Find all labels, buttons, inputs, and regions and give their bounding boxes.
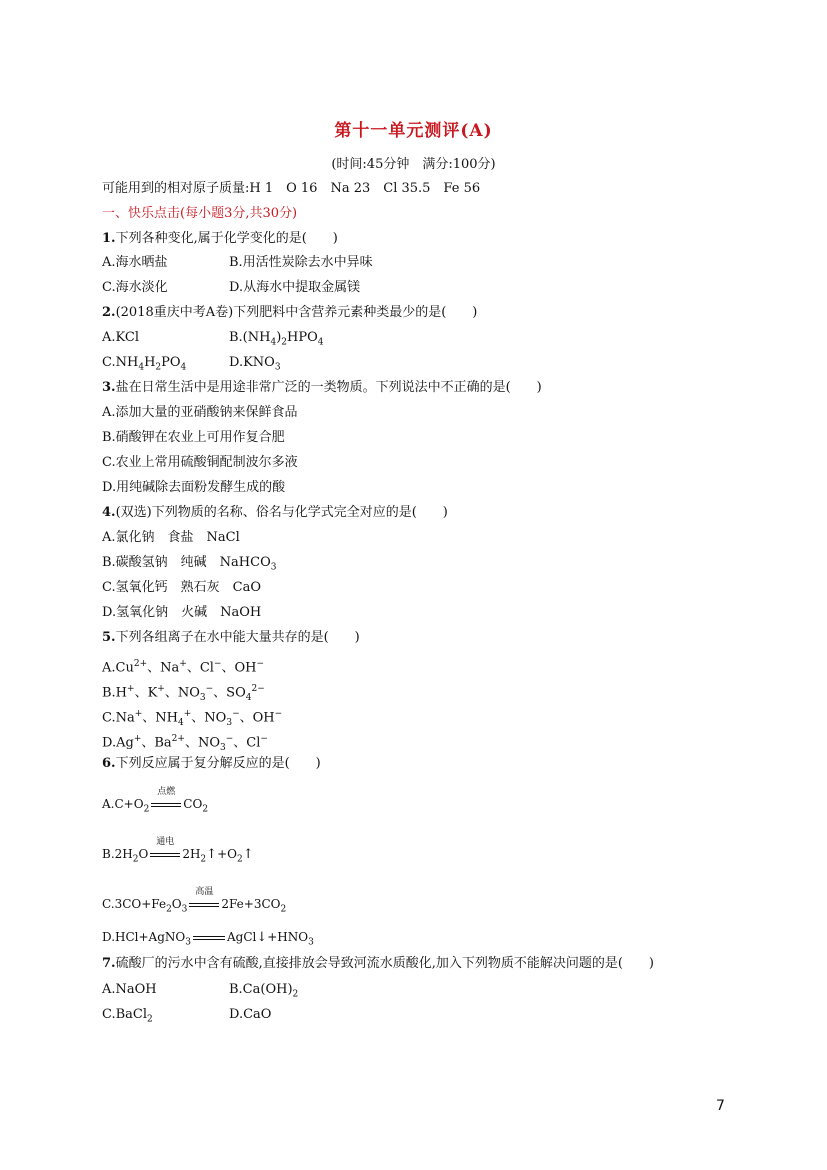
q7-options-cd: [102, 1006, 502, 1029]
option-a: $A.Cu^{2+}$、Na+、Cl−、OH−: [102, 659, 265, 676]
question-number: 2.: [102, 305, 116, 320]
atomic-masses: 可能用到的相对原子质量:H 1 O 16 Na 23 Cl 35.5 Fe 56: [102, 181, 481, 196]
question-number: 3.: [102, 380, 116, 395]
option-c: C.BaCl$_2$: [102, 1007, 153, 1025]
q7-options-ab: [102, 981, 502, 999]
question-1: [102, 230, 338, 248]
option-d: D.从海水中提取金属镁: [229, 280, 361, 295]
option-d: D.Ag+、$Ba^{2+}$、$NO_3^-$、Cl−: [102, 734, 268, 753]
question-number: 4.: [102, 505, 116, 520]
question-number: 5.: [102, 630, 116, 645]
page-number: 7: [716, 1098, 725, 1114]
question-stem: (双选)下列物质的名称、俗名与化学式完全对应的是( ): [115, 505, 448, 520]
question-3: [102, 379, 542, 397]
page-title: 第十一单元测评(A): [334, 121, 493, 141]
question-stem: 下列各种变化,属于化学变化的是( ): [115, 231, 338, 246]
question-4: [102, 504, 448, 522]
q1-options-cd: [102, 279, 502, 297]
option-c: $C.NH_4H_2PO_4$: [102, 355, 187, 373]
option-b: $B.(NH_4)_2HPO_4$: [229, 330, 324, 348]
option-d: D.氢氧化钠 火碱 NaOH: [102, 605, 262, 620]
option-c: C.海水淡化: [102, 280, 168, 295]
option-c: C.氢氧化钙 熟石灰 CaO: [102, 580, 261, 595]
q1-options-ab: [102, 254, 502, 272]
option-a: A.海水晒盐: [102, 255, 168, 270]
exam-meta: (时间:45分钟 满分:100分): [331, 157, 496, 172]
option-a: A.NaOH: [102, 982, 157, 997]
question-2: [102, 304, 477, 322]
question-number: 6.: [102, 756, 116, 771]
q2-options-ab: [102, 329, 502, 347]
q2-options-cd: [102, 354, 502, 377]
option-d: D.HCl+AgNO$_3$ $AgCl↓+HNO_3$: [102, 930, 314, 948]
option-d: D.用纯碱除去面粉发酵生成的酸: [102, 480, 286, 495]
question-number: 1.: [102, 231, 116, 246]
option-b: B.硝酸钾在农业上可用作复合肥: [102, 430, 285, 445]
question-stem: 盐在日常生活中是用途非常广泛的一类物质。下列说法中不正确的是( ): [115, 380, 542, 395]
option-b: $B.Ca(OH)_2$: [229, 982, 299, 1000]
option-c: C.农业上常用硫酸铜配制波尔多液: [102, 455, 298, 470]
option-d: D.CaO: [229, 1007, 272, 1022]
section-heading: 一、快乐点击(每小题3分,共30分): [102, 206, 298, 221]
reaction-condition: 通电: [148, 847, 182, 861]
option-a: A.KCl: [102, 330, 139, 345]
option-b: B.碳酸氢钠 纯碱 NaHCO$_3$: [102, 555, 277, 573]
question-stem: 下列各组离子在水中能大量共存的是( ): [115, 630, 360, 645]
question-6: [102, 755, 321, 773]
reaction-condition: 点燃: [149, 797, 183, 811]
question-7: [102, 955, 654, 973]
reaction-condition: 高温: [187, 897, 221, 911]
option-b: $B.2H_2O$ 通电 $2H_2↑+O_2↑$: [102, 837, 254, 865]
question-5: [102, 629, 360, 647]
question-number: 7.: [102, 956, 116, 971]
option-c: $C.3CO+Fe_2O_3$ 高温 $2Fe+3CO_2$: [102, 887, 287, 915]
option-a: $A.C+O_2$ 点燃 $CO_2$: [102, 787, 209, 815]
option-b: B.H+、K+、$NO_3^-$、$SO_4^{2-}$: [102, 684, 265, 703]
option-c: C.Na+、$NH_4^+$、$NO_3^-$、OH−: [102, 709, 283, 728]
question-stem: 下列反应属于复分解反应的是( ): [115, 756, 321, 771]
question-stem: 硫酸厂的污水中含有硫酸,直接排放会导致河流水质酸化,加入下列物质不能解决问题的是( ): [115, 956, 654, 971]
option-a: A.氯化钠 食盐 NaCl: [102, 530, 240, 545]
question-stem: (2018重庆中考A卷)下列肥料中含营养元素种类最少的是( ): [115, 305, 478, 320]
option-a: A.添加大量的亚硝酸钠来保鲜食品: [102, 405, 298, 420]
option-b: B.用活性炭除去水中异味: [229, 255, 373, 270]
option-d: $D.KNO_3$: [229, 355, 281, 373]
